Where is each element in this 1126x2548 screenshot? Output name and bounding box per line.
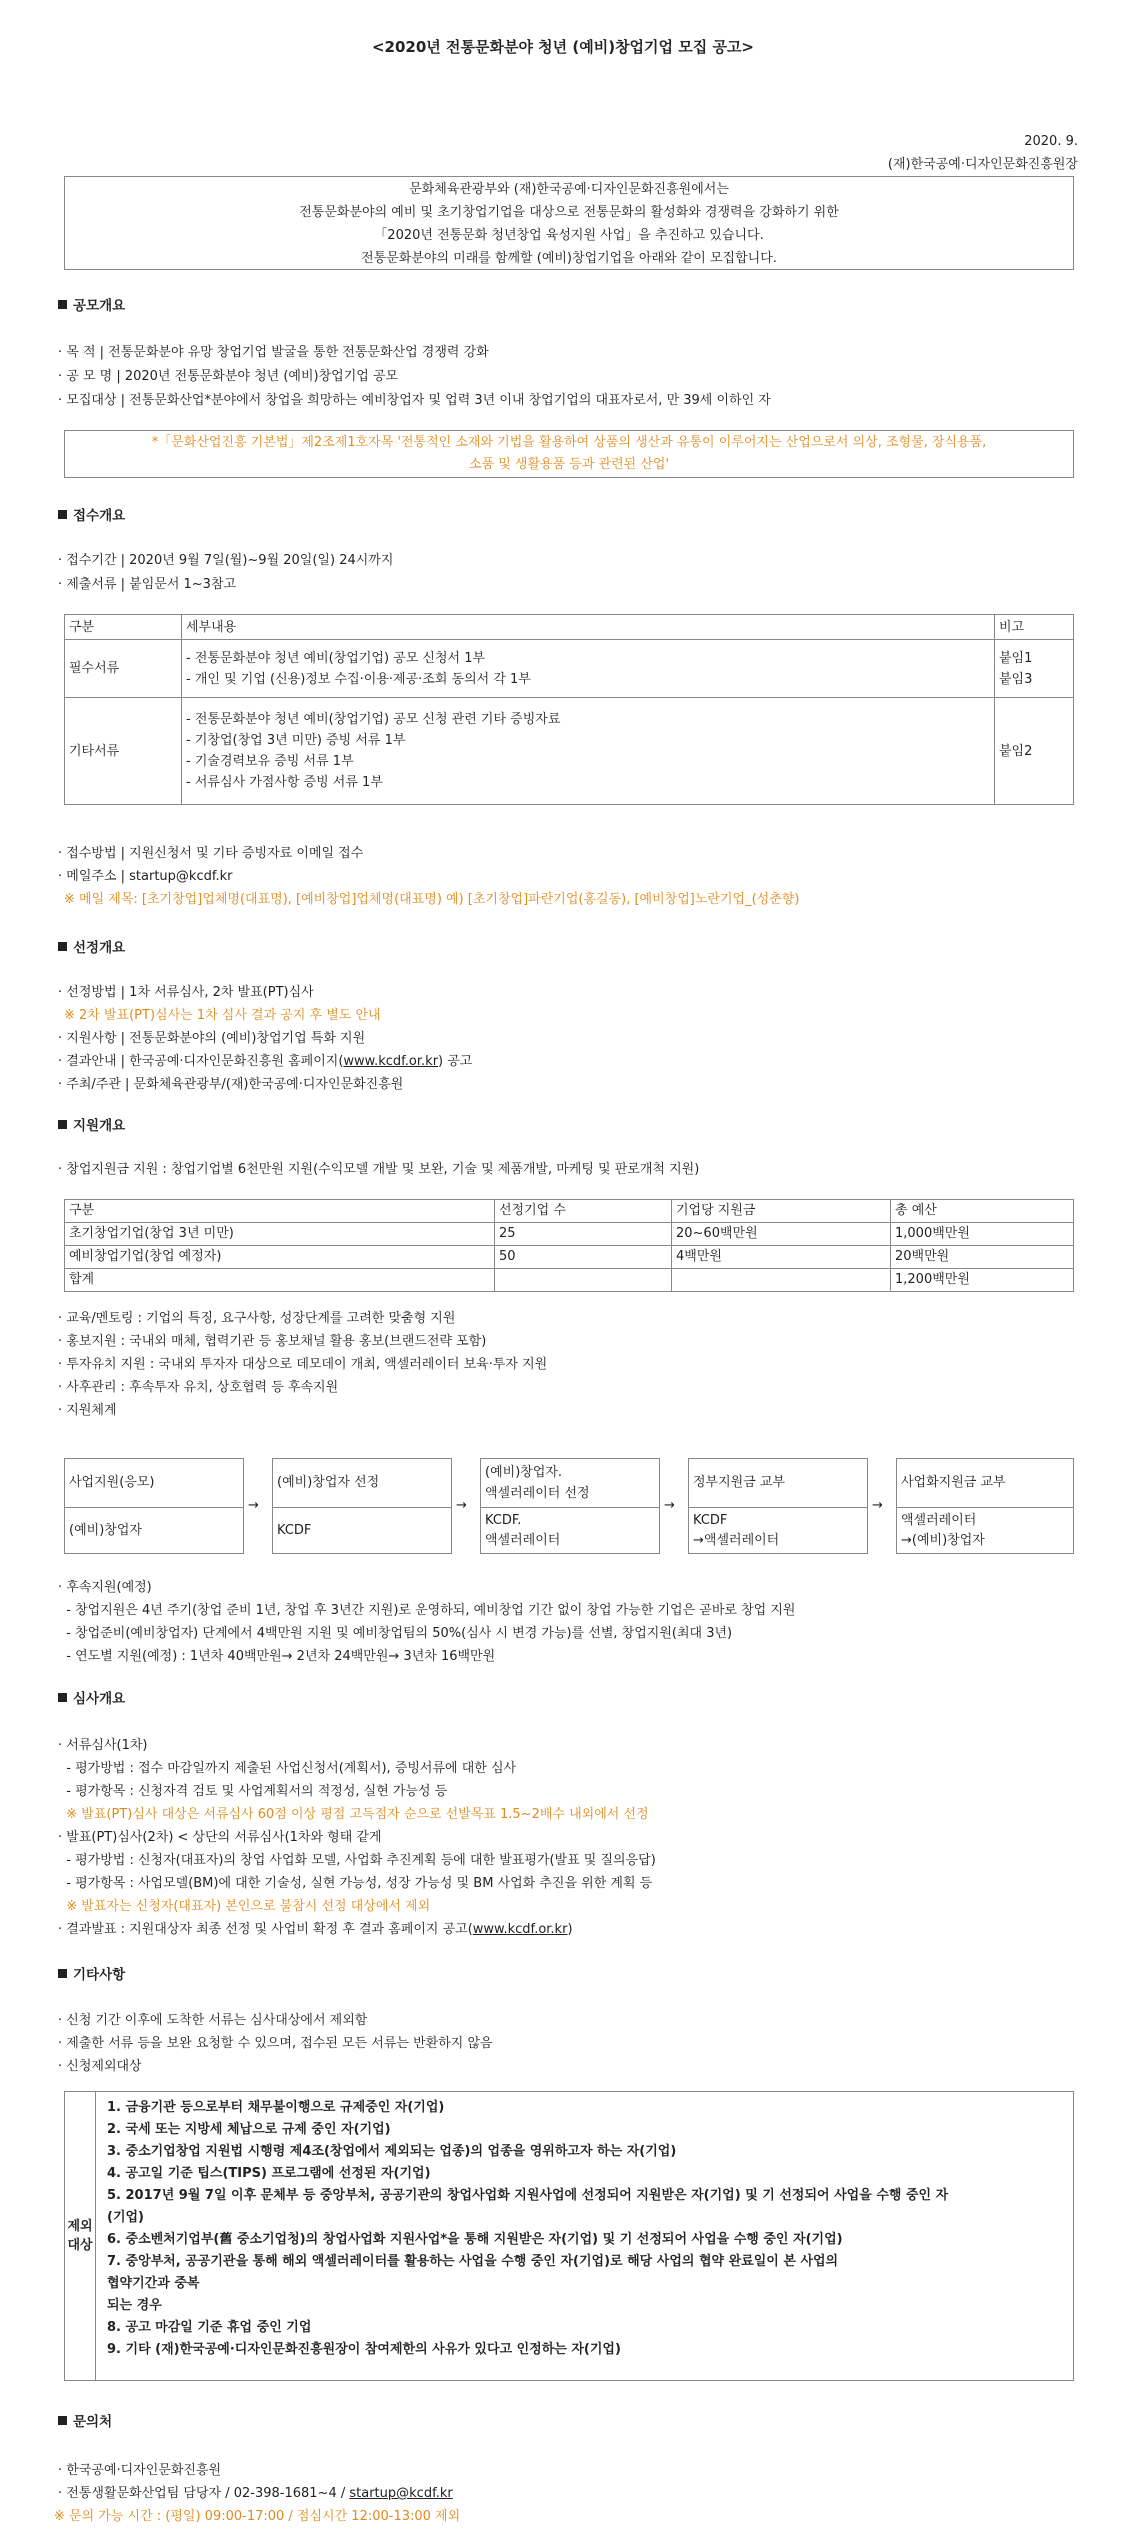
contact-hours-note: ※ 문의 가능 시간 : (평일) 09:00-17:00 / 점심시간 12:00-13:00 제외 (54, 2509, 461, 2524)
table-header: 비고 (995, 615, 1074, 640)
flow-step-actor: KCDF (277, 1522, 312, 1538)
other-line: · 신청 기간 이후에 도착한 서류는 심사대상에서 제외함 (58, 2013, 368, 2028)
section-heading-support: 지원개요 (58, 1118, 125, 1135)
list-item: 9. 기타 (재)한국공예·디자인문화진흥원장이 참여제한의 사유가 있다고 인정하는 자(기업) (107, 2342, 621, 2357)
table-header: 선정기업 수 (495, 1200, 672, 1223)
flow-step (64, 1458, 244, 1554)
flow-step-actor: KCDF →액셀러레이터 (693, 1513, 780, 1548)
section-heading-review: 심사개요 (58, 1691, 125, 1708)
selection-line: · 선정방법 | 1차 서류심사, 2차 발표(PT)심사 (58, 985, 314, 1000)
support-line: · 투자유치 지원 : 국내외 투자자 대상으로 데모데이 개최, 액셀러레이터 보육·투자 지원 (58, 1357, 548, 1372)
selection-line: · 결과안내 | 한국공예·디자인문화진흥원 홈페이지(www.kcdf.or.kr) 공고 (58, 1054, 473, 1069)
table-cell: 20~60백만원 (672, 1223, 891, 1246)
support-line: · 창업지원금 지원 : 창업기업별 6천만원 지원(수익모델 개발 및 보완, 기술 및 제품개발, 마케팅 및 판로개척 지원) (58, 1162, 700, 1177)
section-heading-contact: 문의처 (58, 2414, 112, 2431)
table-cell: 예비창업기업(창업 예정자) (65, 1246, 495, 1269)
table-cell: 50 (495, 1246, 672, 1269)
table-cell (182, 640, 995, 698)
table-row (65, 1223, 1074, 1246)
selection-note: ※ 2차 발표(PT)심사는 1차 심사 결과 공지 후 별도 안내 (64, 1008, 381, 1023)
follow-line: - 연도별 지원(예정) : 1년차 40백만원→ 2년차 24백만원→ 3년차 16백만원 (58, 1649, 496, 1664)
homepage-link[interactable]: www.kcdf.or.kr (472, 1922, 568, 1937)
intro-line: 문화체육관광부와 (재)한국공예·디자인문화진흥원에서는 (409, 182, 729, 197)
flow-step (480, 1458, 660, 1554)
exclusion-label: 제외 대상 (65, 2092, 96, 2380)
exclusion-list (107, 2097, 1067, 2361)
overview-line: · 모집대상 | 전통문화산업*분야에서 창업을 희망하는 예비창업자 및 업력 3년 이내 창업기업의 대표자로서, 만 39세 이하인 자 (58, 393, 771, 408)
table-row (65, 1269, 1074, 1292)
note-line: 소품 및 생활용품 등과 관련된 산업' (468, 457, 670, 472)
list-item: 1. 금융기관 등으로부터 채무불이행으로 규제중인 자(기업) (107, 2100, 445, 2115)
flow-step-title: (예비)창업자 선정 (273, 1459, 451, 1508)
bullet-square-icon (58, 1969, 67, 1978)
list-item: 협약기간과 중복 (107, 2276, 200, 2291)
review-line: - 평가방법 : 신청자(대표자)의 창업 사업화 모델, 사업화 추진계획 등에 대한 발표평가(발표 및 질의응답) (58, 1853, 656, 1868)
arrow-right-icon: → (664, 1498, 675, 1513)
flow-step-title: 사업지원(응모) (65, 1459, 243, 1508)
table-cell: 25 (495, 1223, 672, 1246)
review-line: - 평가항목 : 사업모델(BM)에 대한 기술성, 실현 가능성, 성장 가능성 및 BM 사업화 추진을 위한 계획 등 (58, 1876, 653, 1891)
support-line: · 지원체계 (58, 1403, 117, 1418)
table-cell (672, 1269, 891, 1292)
list-item: 7. 중앙부처, 공공기관을 통해 해외 액셀러레이터를 활용하는 사업을 수행 중인 자(기업)로 해당 사업의 협약 완료일이 본 사업의 (107, 2254, 839, 2269)
list-item: 8. 공고 마감일 기준 휴업 중인 기업 (107, 2320, 312, 2335)
contact-line: · 전통생활문화산업팀 담당자 / 02-398-1681~4 / startup@kcdf.kr (58, 2486, 453, 2501)
review-line: · 서류심사(1차) (58, 1738, 148, 1753)
table-cell: 1,000백만원 (891, 1223, 1074, 1246)
industry-note-box (64, 430, 1074, 478)
review-note: ※ 발표자는 신청자(대표자) 본인으로 불참시 선정 대상에서 제외 (58, 1899, 431, 1914)
bullet-square-icon (58, 1693, 67, 1702)
bullet-square-icon (58, 1120, 67, 1129)
table-cell: 필수서류 (65, 640, 182, 698)
section-heading-overview: 공모개요 (58, 298, 125, 315)
flow-step-title: (예비)창업자. 액셀러레이터 선정 (481, 1459, 659, 1508)
doc-item: - 서류심사 가점사항 증빙 서류 1부 (186, 775, 383, 790)
section-heading-reception: 접수개요 (58, 508, 125, 525)
contact-line: · 한국공예·디자인문화진흥원 (58, 2463, 222, 2478)
table-row (65, 1246, 1074, 1269)
flow-step-actor: KCDF. 액셀러레이터 (485, 1513, 561, 1548)
review-line: - 평가항목 : 신청자격 검토 및 사업계획서의 적정성, 실현 가능성 등 (58, 1784, 448, 1799)
date-block (888, 130, 1078, 176)
list-item: 6. 중소벤처기업부(舊 중소기업청)의 창업사업화 지원사업*을 통해 지원받은 자(기업) 및 기 선정되어 사업을 수행 중인 자(기업) (107, 2232, 843, 2247)
flow-step-actor: 액셀러레이터 →(예비)창업자 (901, 1513, 985, 1548)
bullet-square-icon (58, 2416, 67, 2425)
email-subject-note: ※ 메일 제목: [초기창업]업체명(대표명), [예비창업]업체명(대표명) 예) [초기창업]파란기업(홍길동), [예비창업]노란기업_(성춘향) (64, 892, 800, 907)
page-title: <2020년 전통문화분야 청년 (예비)창업기업 모집 공고> (371, 38, 755, 56)
note-line: *「문화산업진흥 기본법」제2조제1호자목 '전통적인 소재와 기법을 활용하여 상품의 생산과 유통이 이루어지는 산업으로서 의상, 조형물, 장식용품, (151, 435, 987, 450)
exclusion-box (64, 2091, 1074, 2381)
contact-email-link[interactable]: startup@kcdf.kr (349, 2486, 453, 2501)
selection-line: · 지원사항 | 전통문화분야의 (예비)창업기업 특화 지원 (58, 1031, 366, 1046)
other-line: · 제출한 서류 등을 보완 요청할 수 있으며, 접수된 모든 서류는 반환하지 않음 (58, 2036, 493, 2051)
table-cell: 4백만원 (672, 1246, 891, 1269)
intro-line: 「2020년 전통문화 청년창업 육성지원 사업」을 추진하고 있습니다. (374, 228, 764, 243)
section-heading-other: 기타사항 (58, 1967, 125, 1984)
review-line: · 결과발표 : 지원대상자 최종 선정 및 사업비 확정 후 결과 홈페이지 공고(www.kcdf.or.kr) (58, 1922, 573, 1937)
table-header: 구분 (65, 615, 182, 640)
doc-item: - 전통문화분야 청년 예비(창업기업) 공모 신청 관련 기타 증빙자료 (186, 712, 561, 727)
flow-step-title: 정부지원금 교부 (689, 1459, 867, 1508)
review-note: ※ 발표(PT)심사 대상은 서류심사 60점 이상 평점 고득점자 순으로 선발목표 1.5~2배수 내외에서 선정 (58, 1807, 649, 1822)
table-cell: 20백만원 (891, 1246, 1074, 1269)
reception-line: · 접수기간 | 2020년 9월 7일(월)~9월 20일(일) 24시까지 (58, 553, 394, 568)
list-item: (기업) (107, 2210, 144, 2225)
intro-line: 전통문화분야의 예비 및 초기창업기업을 대상으로 전통문화의 활성화와 경쟁력을 강화하기 위한 (299, 205, 839, 220)
table-cell (495, 1269, 672, 1292)
table-header: 세부내용 (182, 615, 995, 640)
list-item: 되는 경우 (107, 2298, 162, 2313)
intro-line: 전통문화분야의 미래를 함께할 (예비)창업기업을 아래와 같이 모집합니다. (361, 251, 777, 266)
reception-line: · 접수방법 | 지원신청서 및 기타 증빙자료 이메일 접수 (58, 846, 364, 861)
doc-item: - 전통문화분야 청년 예비(창업기업) 공모 신청서 1부 (186, 650, 486, 666)
bullet-square-icon (58, 300, 67, 309)
list-item: 5. 2017년 9월 7일 이후 문체부 등 중앙부처, 공공기관의 창업사업화 지원사업에 선정되어 지원받은 자(기업) 및 기 선정되어 사업을 수행 중인 자 (107, 2188, 949, 2203)
overview-line: · 목 적 | 전통문화분야 유망 창업기업 발굴을 통한 전통문화산업 경쟁력 강화 (58, 345, 489, 360)
intro-box (64, 176, 1074, 270)
flow-step (688, 1458, 868, 1554)
table-header: 구분 (65, 1200, 495, 1223)
flow-step (896, 1458, 1074, 1554)
bullet-square-icon (58, 942, 67, 951)
support-line: · 홍보지원 : 국내외 매체, 협력기관 등 홍보채널 활용 홍보(브랜드전략 포함) (58, 1334, 487, 1349)
doc-item: - 기창업(창업 3년 미만) 증빙 서류 1부 (186, 733, 406, 748)
support-flow (64, 1458, 1074, 1556)
follow-line: - 창업지원은 4년 주기(창업 준비 1년, 창업 후 3년간 지원)로 운영하되, 예비창업 기간 없이 창업 가능한 기업은 곧바로 창업 지원 (58, 1603, 796, 1618)
arrow-right-icon: → (456, 1498, 467, 1513)
arrow-right-icon: → (872, 1498, 883, 1513)
doc-note: 붙임3 (999, 671, 1033, 687)
overview-line: · 공 모 명 | 2020년 전통문화분야 청년 (예비)창업기업 공모 (58, 369, 399, 384)
section-heading-selection: 선정개요 (58, 940, 125, 957)
table-cell: 초기창업기업(창업 3년 미만) (65, 1223, 495, 1246)
support-line: · 교육/멘토링 : 기업의 특징, 요구사항, 성장단계를 고려한 맞춤형 지원 (58, 1311, 456, 1326)
doc-item: - 기술경력보유 증빙 서류 1부 (186, 754, 354, 769)
follow-line: - 창업준비(예비창업자) 단계에서 4백만원 지원 및 예비창업팀의 50%(심사 시 변경 가능)를 선별, 창업지원(최대 3년) (58, 1626, 733, 1641)
table-header: 총 예산 (891, 1200, 1074, 1223)
flow-step-actor: (예비)창업자 (69, 1522, 142, 1538)
doc-item: - 개인 및 기업 (신용)정보 수집·이용·제공·조회 동의서 각 1부 (186, 671, 531, 687)
other-line: · 신청제외대상 (58, 2059, 142, 2074)
issuer: (재)한국공예·디자인문화진흥원장 (887, 157, 1078, 172)
table-cell: 합계 (65, 1269, 495, 1292)
announcement-date: 2020. 9. (1024, 134, 1078, 149)
table-cell (995, 640, 1074, 698)
budget-table (64, 1199, 1074, 1292)
flow-step-title: 사업화지원금 교부 (897, 1459, 1073, 1508)
list-item: 2. 국세 또는 지방세 체납으로 규제 중인 자(기업) (107, 2122, 391, 2137)
review-line: - 평가방법 : 접수 마감일까지 제출된 사업신청서(계획서), 증빙서류에 대한 심사 (58, 1761, 517, 1776)
table-header: 기업당 지원금 (672, 1200, 891, 1223)
doc-note: 붙임1 (999, 650, 1033, 666)
flow-step (272, 1458, 452, 1554)
table-cell (182, 698, 995, 805)
homepage-link[interactable]: www.kcdf.or.kr (343, 1054, 439, 1069)
bullet-square-icon (58, 510, 67, 519)
support-line: · 사후관리 : 후속투자 유치, 상호협력 등 후속지원 (58, 1380, 339, 1395)
table-cell: 1,200백만원 (891, 1269, 1074, 1292)
list-item: 4. 공고일 기준 팁스(TIPS) 프로그램에 선정된 자(기업) (107, 2166, 431, 2181)
follow-line: · 후속지원(예정) (58, 1580, 152, 1595)
reception-line: · 제출서류 | 붙임문서 1~3참고 (58, 577, 237, 592)
email-line[interactable]: · 메일주소 | startup@kcdf.kr (58, 869, 233, 884)
arrow-right-icon: → (248, 1498, 259, 1513)
table-cell: 기타서류 (65, 698, 182, 805)
documents-table (64, 614, 1074, 805)
list-item: 3. 중소기업창업 지원법 시행령 제4조(창업에서 제외되는 업종)의 업종을 영위하고자 하는 자(기업) (107, 2144, 677, 2159)
table-cell: 붙임2 (995, 698, 1074, 805)
selection-line: · 주최/주관 | 문화체육관광부/(재)한국공예·디자인문화진흥원 (58, 1077, 404, 1092)
review-line: · 발표(PT)심사(2차) < 상단의 서류심사(1차와 형태 같게 (58, 1830, 382, 1845)
